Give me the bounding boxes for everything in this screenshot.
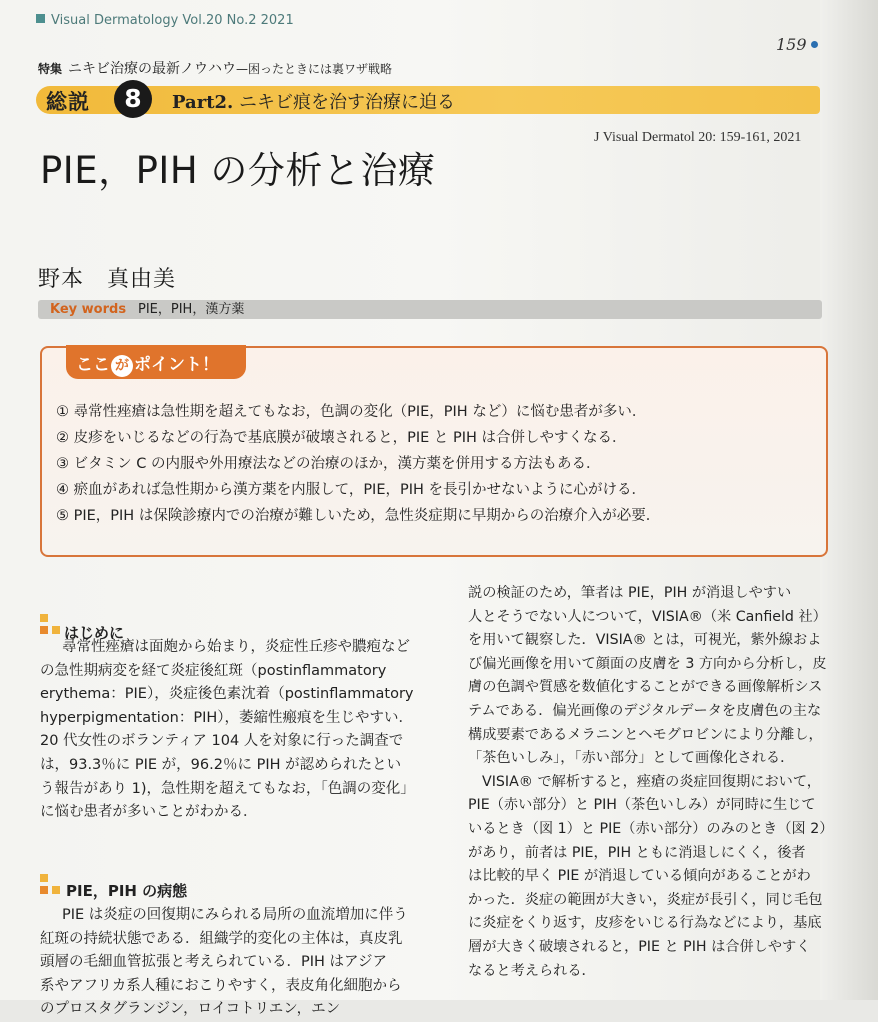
text-line: いるとき（図 1）と PIE（赤い部分）のみのとき（図 2） xyxy=(468,820,834,837)
text-line: び偏光画像を用いて顔面の皮膚を 3 方向から分析し，皮 xyxy=(468,655,827,672)
key-point-item: ① 尋常性痤瘡は急性期を超えてもなお，色調の変化（PIE，PIH など）に悩む患者が多い． xyxy=(56,404,647,420)
text-line: 尋常性痤瘡は面皰から始まり，炎症性丘疹や膿疱など xyxy=(62,639,410,655)
citation: J Visual Dermatol 20: 159-161, 2021 xyxy=(594,130,802,145)
text-line: erythema：PIE），炎症後色素沈着（postinflammatory xyxy=(40,686,414,703)
body-text-left xyxy=(40,636,415,825)
heading-marker-icon xyxy=(52,626,60,634)
key-points-tab-label xyxy=(76,350,219,377)
key-point-item: ② 皮疹をいじるなどの行為で基底膜が破壊されると，PIE と PIH は合併しやすくなる． xyxy=(56,430,627,446)
body-text-left-2 xyxy=(40,904,408,1022)
text-line: う報告があり 1)，急性期を超えてもなお，「色調の変化」 xyxy=(40,780,415,797)
text-line: に悩む患者が多いことがわかる． xyxy=(40,804,258,821)
journal-name: Visual Dermatology Vol.20 No.2 2021 xyxy=(51,13,294,28)
banner-number-badge: 8 xyxy=(114,80,152,118)
text-line: hyperpigmentation：PIH），萎縮性瘢痕を生じやすい． xyxy=(40,709,414,726)
heading-marker-icon xyxy=(40,614,48,622)
text-line: のプロスタグランジン，ロイコトリエン，エン xyxy=(40,1001,341,1018)
body-text-right xyxy=(468,582,833,983)
key-point-item: ⑤ PIE，PIH は保険診療内での治療が難しいため，急性炎症期に早期からの治療介入が必要． xyxy=(56,508,661,524)
part-prefix: Part2. xyxy=(172,92,234,113)
page-dot-icon xyxy=(811,41,818,48)
feature-subtitle: —困ったときには裏ワザ戦略 xyxy=(236,62,393,76)
text-line: は，93.3％に PIE が，96.2％に PIH が認められたとい xyxy=(40,756,402,773)
text-line: 系やアフリカ系人種におこりやすく，表皮角化細胞から xyxy=(40,977,402,994)
key-point-item: ④ 瘀血があれば急性期から漢方薬を内服して，PIE，PIH を長引かせないように心がける． xyxy=(56,482,647,498)
text-line: PIE（赤い部分）と PIH（茶色いしみ）が同時に生じて xyxy=(468,797,816,814)
heading-marker-icon xyxy=(40,886,48,894)
part-title-text: ニキビ痕を治す治療に迫る xyxy=(239,92,456,113)
page-number xyxy=(776,35,818,54)
keywords-text: PIE，PIH，漢方薬 xyxy=(138,302,245,317)
text-line: 20 代女性のボランティア 104 人を対象に行った調査で xyxy=(40,733,404,750)
text-line: に炎症をくり返す，皮疹をいじる行為などにより，基底 xyxy=(468,915,822,932)
key-point-item: ③ ビタミン C の内服や外用療法などの治療のほか，漢方薬を併用する方法もある． xyxy=(56,456,601,472)
section-heading: はじめに xyxy=(64,624,125,642)
banner-category: 総説 xyxy=(46,90,90,114)
text-line: 説の検証のため，筆者は PIE，PIH が消退しやすい xyxy=(468,585,792,601)
author-name: 野本 真由美 xyxy=(38,267,177,292)
text-line: は比較的早く PIE が消退している傾向があることがわ xyxy=(468,868,811,885)
keywords-label: Key words xyxy=(50,302,127,317)
journal-header xyxy=(36,13,294,28)
text-line: 構成要素であるメラニンとヘモグロビンにより分離し， xyxy=(468,726,823,743)
text-line: 紅斑の持続状態である．組織学的変化の主体は，真皮乳 xyxy=(40,930,403,947)
tab-text-start: ここ xyxy=(76,355,110,375)
article-title: PIE，PIH の分析と治療 xyxy=(40,149,436,192)
text-line: かった．炎症の範囲が大きい，炎症が長引く，同じ毛包 xyxy=(468,891,823,908)
section-heading: PIE，PIH の病態 xyxy=(66,882,188,900)
text-line: なると考えられる． xyxy=(468,962,596,979)
feature-tag: 特集 xyxy=(38,62,63,76)
text-line: 「茶色いしみ」，「赤い部分」として画像化される． xyxy=(468,750,795,767)
banner-part-title xyxy=(172,88,455,114)
text-line: テムである．偏光画像のデジタルデータを皮膚色の主な xyxy=(468,702,822,719)
header-square-icon xyxy=(36,14,45,23)
heading-marker-icon xyxy=(40,626,48,634)
feature-title: ニキビ治療の最新ノウハウ xyxy=(68,61,237,77)
heading-marker-icon xyxy=(52,886,60,894)
tab-circle-char: が xyxy=(111,355,133,377)
text-line: VISIA® で解析すると，痤瘡の炎症回復期において， xyxy=(482,773,821,790)
text-line: 人とそうでない人について，VISIA®（米 Canfield 社） xyxy=(468,608,827,625)
text-line: を用いて観察した．VISIA® とは，可視光，紫外線およ xyxy=(468,632,822,649)
text-line: 頭層の毛細血管拡張と考えられている．PIH はアジア xyxy=(40,954,387,971)
tab-text-end: ポイント！ xyxy=(134,355,219,375)
feature-line xyxy=(38,58,392,78)
page-number-text: 159 xyxy=(776,35,807,54)
text-line: 層が大きく破壊されると，PIE と PIH は合併しやすく xyxy=(468,938,811,955)
heading-marker-icon xyxy=(40,874,48,882)
text-line: PIE は炎症の回復期にみられる局所の血流増加に伴う xyxy=(62,907,408,923)
text-line: があり，前者は PIE，PIH ともに消退しにくく，後者 xyxy=(468,844,806,861)
text-line: 膚の色調や質感を数値化することができる画像解析シス xyxy=(468,679,823,696)
text-line: の急性期病変を経て炎症後紅斑（postinflammatory xyxy=(40,662,387,679)
